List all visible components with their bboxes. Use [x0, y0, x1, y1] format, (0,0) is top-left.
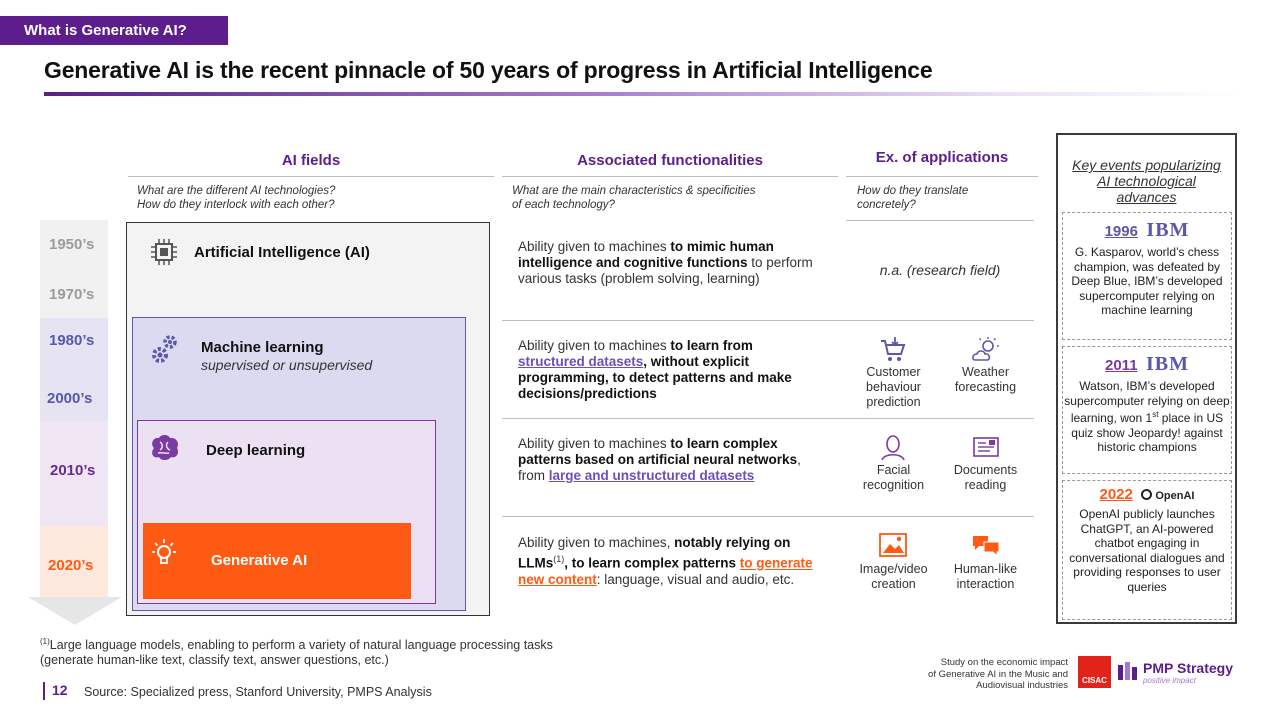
footnote: $^{(1)}$Large language models, enabling to perform a variety of natural language processing tasks (generate human-like text, classify text, answer questions, etc.) — [40, 637, 553, 668]
ibm-logo: IBM — [1146, 219, 1190, 241]
app-customer-behaviour: Customer behaviour prediction — [866, 365, 921, 409]
ai-label: Artificial Intelligence (AI) — [194, 244, 370, 261]
event-2011-card — [1062, 346, 1232, 474]
brain-icon — [148, 434, 182, 462]
applications-subtitle: How do they translate concretely? — [857, 185, 969, 211]
chat-bubbles-icon — [971, 533, 1001, 557]
chip-icon — [149, 237, 179, 267]
ml-label: Machine learning — [201, 339, 324, 356]
app-human-like-interaction: Human-like interaction — [953, 562, 1018, 591]
divider — [846, 220, 1034, 221]
divider — [846, 176, 1038, 177]
ml-description: Ability given to machines to learn from structured datasets, without explicit programming, to detect patterns and make decisions/predictions — [518, 338, 792, 401]
page-title: Generative AI is the recent pinnacle of 50 years of progress in Artificial Intelligence — [44, 57, 933, 83]
event-2011-year: 2011 — [1105, 357, 1138, 374]
era-2010s: 2010’s — [50, 462, 96, 479]
functionalities-subtitle: What are the main characteristics & specificities of each technology? — [512, 185, 756, 211]
face-recognition-icon — [880, 433, 906, 461]
event-1996-text: G. Kasparov, world’s chess champion, was defeated by Deep Blue, IBM’s developed supercomputer relying on machine learning — [1071, 245, 1223, 317]
ai-application-na: n.a. (research field) — [879, 262, 1001, 278]
openai-icon — [1141, 489, 1152, 500]
shopping-cart-icon — [879, 336, 907, 364]
lightbulb-icon — [149, 538, 179, 570]
event-2022-text: OpenAI publicly launches ChatGPT, an AI-powered chatbot engaging in conversational dialogues and providing responses to user queries — [1069, 507, 1225, 594]
applications-header: Ex. of applications — [875, 149, 1009, 166]
era-1970s: 1970’s — [49, 286, 95, 303]
timeline-band-ai — [40, 220, 108, 318]
divider — [502, 320, 1034, 321]
dl-description: Ability given to machines to learn complex patterns based on artificial neural networks, from large and unstructured datasets — [518, 436, 801, 483]
key-events-title: Key events popularizing AI technological advances — [1072, 157, 1221, 205]
divider — [502, 516, 1034, 517]
weather-icon — [971, 336, 1001, 364]
document-icon — [972, 436, 1000, 458]
gen-description: Ability given to machines, notably relying on LLMs$^{(1)}$, to learn complex patterns to generate new content: language, visual and audio, etc. — [518, 535, 813, 587]
event-2022-year: 2022 — [1099, 486, 1133, 503]
app-documents-reading: Documents reading — [953, 463, 1018, 492]
event-1996-card — [1062, 212, 1232, 340]
key-events-panel — [1056, 133, 1237, 624]
dl-label: Deep learning — [206, 442, 306, 459]
ai-fields-subtitle: What are the different AI technologies? How do they interlock with each other? — [137, 185, 336, 211]
era-2000s: 2000’s — [47, 390, 93, 407]
divider — [502, 176, 838, 177]
cisac-logo: CISAC — [1078, 656, 1111, 688]
openai-logo: OpenAI — [1141, 490, 1194, 502]
era-2020s: 2020’s — [48, 557, 94, 574]
functionalities-header: Associated functionalities — [577, 152, 763, 169]
era-1950s: 1950’s — [49, 236, 95, 253]
source-note: Source: Specialized press, Stanford University, PMPS Analysis — [84, 685, 432, 699]
divider — [502, 418, 1034, 419]
ai-description: Ability given to machines to mimic human intelligence and cognitive functions to perform various tasks (problem solving, learning) — [518, 239, 813, 286]
gen-label: Generative AI — [211, 552, 308, 569]
divider — [128, 176, 494, 177]
image-icon — [878, 532, 908, 558]
page-number: 12 — [52, 682, 68, 698]
era-1980s: 1980’s — [49, 332, 95, 349]
event-2011-text: Watson, IBM’s developed supercomputer relying on deep learning, won 1st place in US quiz show Jeopardy! against historic champions — [1064, 379, 1230, 454]
ai-fields-header: AI fields — [281, 152, 341, 169]
study-caption: Study on the economic impact of Generative AI in the Music and Audiovisual industries — [928, 657, 1068, 691]
ml-sublabel: supervised or unsupervised — [201, 357, 373, 373]
ibm-logo: IBM — [1146, 353, 1189, 375]
gears-icon — [150, 333, 180, 365]
app-weather-forecasting: Weather forecasting — [954, 365, 1017, 394]
app-facial-recognition: Facial recognition — [862, 463, 925, 492]
event-1996-year: 1996 — [1104, 223, 1138, 240]
title-underline — [44, 92, 1238, 96]
event-2022-card — [1062, 480, 1232, 620]
app-image-video-creation: Image/video creation — [859, 562, 928, 591]
section-tag: What is Generative AI? — [0, 16, 228, 45]
page-marker — [43, 682, 45, 700]
timeline-arrow-icon — [28, 597, 122, 625]
pmp-mark-icon — [1118, 662, 1138, 680]
